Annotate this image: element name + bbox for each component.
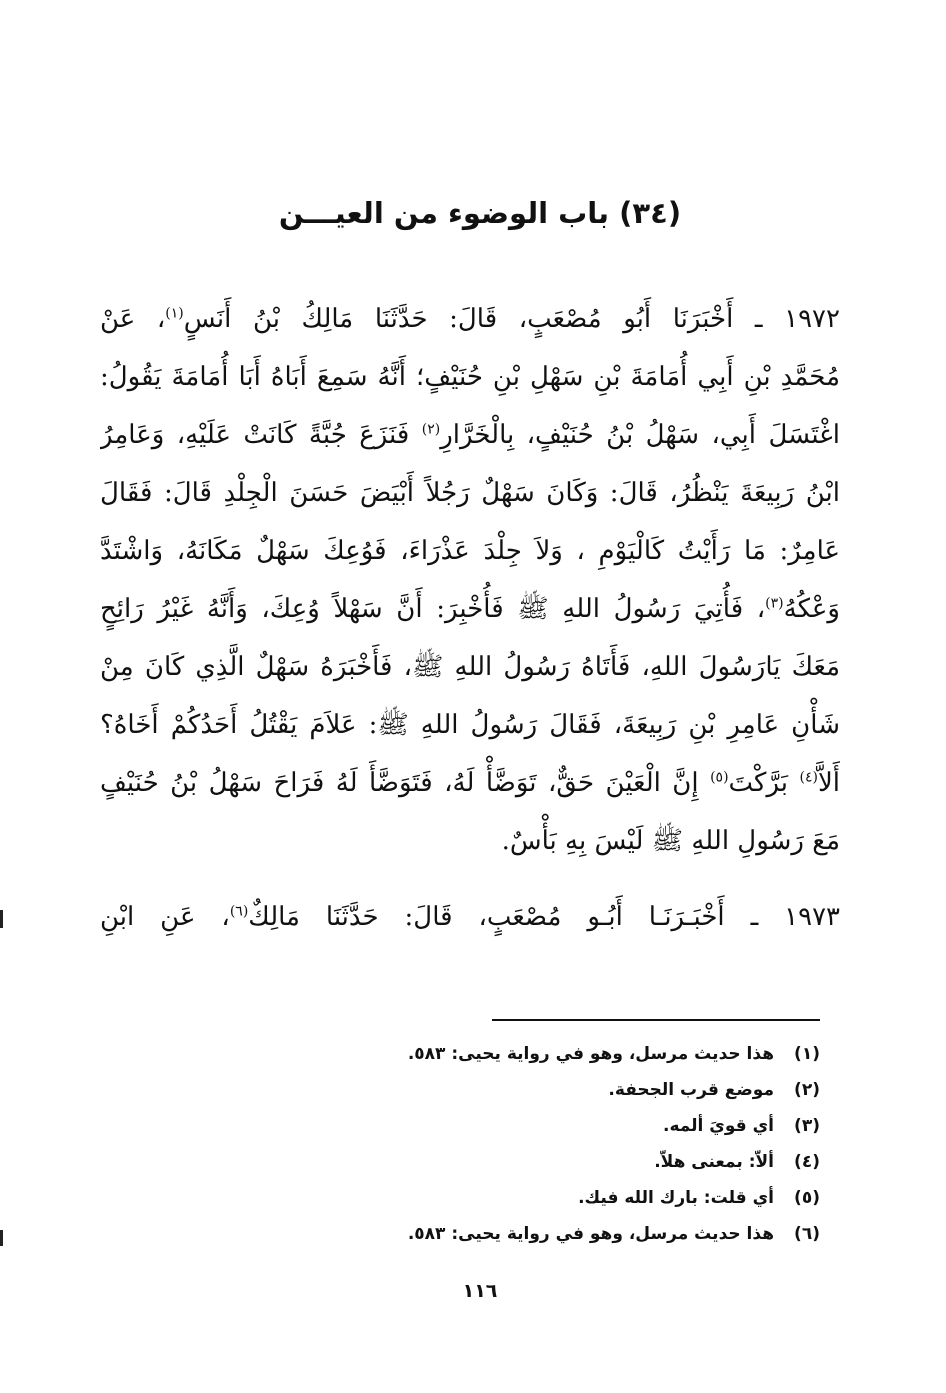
footnote-marker: (٢)	[421, 421, 441, 438]
hadith-line: مَعَكَ يَارَسُولَ اللهِ، فَأَتَاهُ رَسُولُ اللهِ ﷺ، فَأَخْبَرَهُ سَهْلٌ الَّذِي كَانَ مِنْ	[100, 652, 840, 682]
hadith-1972	[100, 290, 840, 870]
footnote-marker: (٥)	[710, 769, 729, 786]
footnote-number: (٦)	[794, 1224, 820, 1244]
hadith-line: ابْنُ رَبِيعَةَ يَنْظُرُ، قَالَ: وَكَانَ سَهْلٌ رَجُلاً أَبْيَضَ حَسَنَ الْجِلْدِ قَالَ: فَقَالَ	[100, 478, 840, 508]
footnote-text: أي قلت: بارك الله فيك.	[578, 1188, 774, 1208]
footnote-number: (٣)	[794, 1116, 820, 1136]
footnote-text: ألاّ: بمعنى هلاّ.	[654, 1152, 774, 1172]
footnote	[300, 1180, 820, 1216]
footnote	[300, 1216, 820, 1252]
scan-edge-mark	[0, 910, 3, 928]
footnote-text: هذا حديث مرسل، وهو في رواية يحيى: ٥٨٣.	[407, 1044, 774, 1064]
hadith-1973	[100, 888, 840, 946]
footnote-number: (٤)	[794, 1152, 820, 1172]
footnotes	[300, 1036, 820, 1252]
hadith-line: ١٩٧٣ ـ أَخْبَـرَنَـا أَبُـو مُصْعَبٍ، قَالَ: حَدَّثَنَا مَالِكٌ$^{(٦)}$، عَنِ ابْنِ	[100, 902, 840, 932]
footnote-separator	[492, 1019, 820, 1021]
footnote-number: (٢)	[794, 1080, 820, 1100]
hadith-line: مَعَ رَسُولِ اللهِ ﷺ لَيْسَ بِهِ بَأْسٌ.	[501, 826, 840, 856]
footnote-number: (١)	[794, 1044, 820, 1064]
footnote	[300, 1072, 820, 1108]
footnote-marker: (١)	[165, 305, 184, 322]
chapter-title: (٣٤) باب الوضوء من العيـــن	[278, 196, 682, 230]
footnote-text: موضع قرب الجحفة.	[608, 1080, 774, 1100]
page-number: ١١٦	[462, 1280, 498, 1302]
hadith-line: شَأْنِ عَامِرِ بْنِ رَبِيعَةَ، فَقَالَ رَسُولُ اللهِ ﷺ: عَلاَمَ يَقْتُلُ أَحَدُكُمْ أَخَاهُ؟	[100, 710, 840, 740]
footnote-marker: (٤)	[799, 769, 818, 786]
hadith-line: ١٩٧٢ ـ أَخْبَرَنَا أَبُو مُصْعَبٍ، قَالَ: حَدَّثَنَا مَالِكُ بْنُ أَنَسٍ$^{(١)}$، عَنْ	[100, 304, 840, 334]
scan-edge-mark	[0, 1230, 3, 1246]
hadith-line: عَامِرٌ: مَا رَأَيْتُ كَالْيَوْمِ ، وَلاَ جِلْدَ عَذْرَاءَ، فَوُعِكَ سَهْلٌ مَكَانَهُ، وَاشْتَدَّ	[100, 536, 840, 566]
footnote-text: أي قويَ ألمه.	[663, 1116, 774, 1136]
hadith-line: وَعْكُهُ$^{(٣)}$، فَأُتِيَ رَسُولُ اللهِ ﷺ فَأُخْبِرَ: أَنَّ سَهْلاً وُعِكَ، وَأَنَّهُ غَيْرُ رَائِحٍ	[100, 594, 840, 624]
footnote-marker: (٦)	[229, 903, 249, 920]
hadith-line: أَلاَّ$^{(٤)}$ بَرَّكْتَ$^{(٥)}$ إِنَّ الْعَيْنَ حَقٌّ، تَوَضَّأْ لَهُ، فَتَوَضَّأَ لَهُ فَرَاحَ سَهْلُ بْنُ حُنَيْفٍ	[100, 768, 840, 798]
footnote	[300, 1144, 820, 1180]
hadith-line: مُحَمَّدِ بْنِ أَبِي أُمَامَةَ بْنِ سَهْلِ بْنِ حُنَيْفٍ؛ أَنَّهُ سَمِعَ أَبَاهُ أَبَا أُمَامَةَ يَقُولُ:	[100, 362, 840, 392]
hadith-line: اغْتَسَلَ أَبِي، سَهْلُ بْنُ حُنَيْفٍ، بِالْخَرَّارِ$^{(٢)}$ فَنَزَعَ جُبَّةً كَانَتْ عَلَيْهِ، وَعَامِرُ	[100, 420, 840, 450]
footnote	[300, 1036, 820, 1072]
footnote-text: هذا حديث مرسل، وهو في رواية يحيى: ٥٨٣.	[407, 1224, 774, 1244]
footnote-number: (٥)	[794, 1188, 820, 1208]
footnote	[300, 1108, 820, 1144]
footnote-marker: (٣)	[765, 595, 784, 612]
